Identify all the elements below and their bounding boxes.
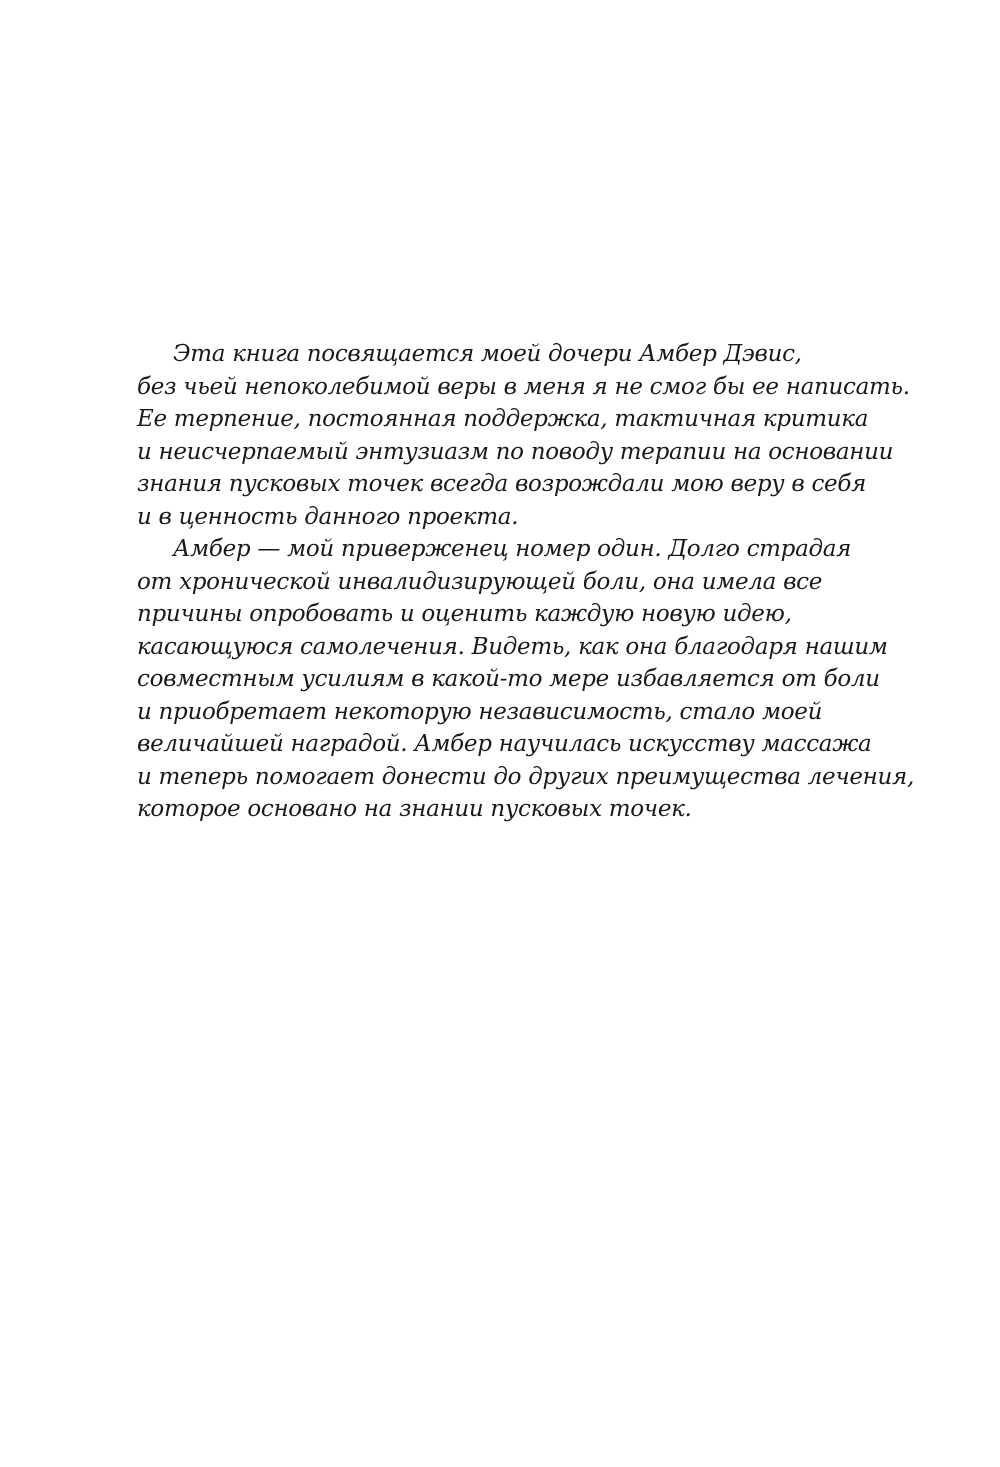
dedication-text xyxy=(137,338,914,826)
text-line: и в ценность данного проекта. xyxy=(137,503,519,530)
text-line: от хронической инвалидизирующей боли, она имела все xyxy=(137,568,823,595)
text-line: знания пусковых точек всегда возрождали мою веру в себя xyxy=(137,471,867,497)
text-line: совместным усилиям в какой-то мере избавляется от боли xyxy=(137,666,880,692)
dedication-paragraph-1 xyxy=(137,338,910,533)
dedication-paragraph-2 xyxy=(137,533,914,826)
text-line: и теперь помогает донести до других преимущества лечения, xyxy=(137,763,914,790)
text-line: которое основано на знании пусковых точек. xyxy=(137,796,692,822)
text-line: касающуюся самолечения. Видеть, как она благодаря нашим xyxy=(137,633,888,660)
text-line: Ее терпение, постоянная поддержка, тактичная критика xyxy=(137,406,869,432)
text-line: причины опробовать и оценить каждую новую идею, xyxy=(137,601,792,627)
text-line: величайшей наградой. Амбер научилась искусству массажа xyxy=(137,731,872,757)
text-line: без чьей непоколебимой веры в меня я не смог бы ее написать. xyxy=(137,373,910,400)
text-line: и приобретает некоторую независимость, стало моей xyxy=(137,698,823,725)
text-line: и неисчерпаемый энтузиазм по поводу терапии на основании xyxy=(137,438,894,465)
text-line: Амбер — мой приверженец номер один. Долго страдая xyxy=(173,536,852,562)
text-line: Эта книга посвящается моей дочери Амбер Дэвис, xyxy=(173,341,802,367)
